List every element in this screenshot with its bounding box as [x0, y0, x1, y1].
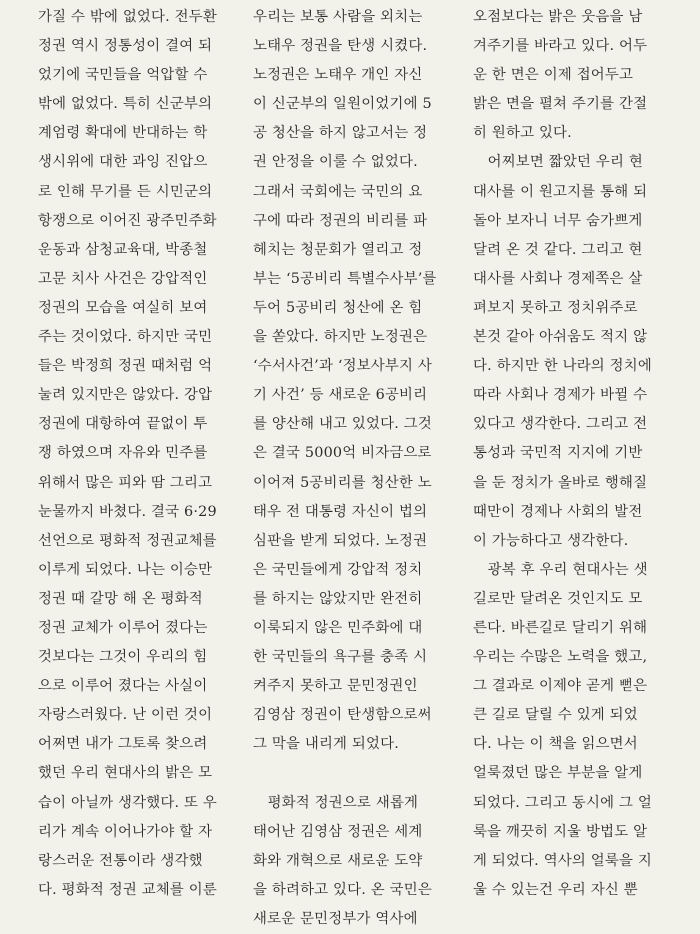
text-line: 이룩되지 않은 민주화에 대 [253, 619, 423, 636]
text-line: 따라 사회나 경제가 바뀔 수 [473, 387, 648, 404]
text-line: 화와 개혁으로 새로운 도약 [253, 852, 423, 869]
text-line: 게 되었다. 역사의 얼룩을 지 [473, 852, 652, 869]
text-line: 항쟁으로 이어진 광주민주화 [38, 212, 217, 229]
text-line: 로 인해 무기를 든 시민군의 [38, 183, 213, 200]
text-line: 펴보지 못하고 정치위주로 [473, 299, 638, 316]
text-line: 부는 ‘5공비리 특별수사부’를 [253, 270, 437, 287]
text-column-3 [473, 3, 673, 905]
text-line: 이루게 되었다. 나는 이승만 [38, 561, 213, 578]
text-line: 광복 후 우리 현대사는 샛 [473, 561, 648, 578]
text-line: 노태우 정권을 탄생 시켰다. [253, 38, 428, 55]
text-line: 이 신군부의 일원이었기에 5 [253, 96, 432, 113]
text-line: 헤치는 청문회가 열리고 정 [253, 241, 423, 258]
text-line: 우리는 수많은 노력을 했고, [473, 649, 648, 666]
text-line: 길로만 달려온 것인지도 모 [473, 590, 643, 607]
text-line: 히 원하고 있다. [473, 125, 572, 142]
text-line: 생시위에 대한 과잉 진압으 [38, 154, 208, 171]
text-line: 심판을 받게 되었다. 노정권 [253, 532, 428, 549]
text-line: 를 하지는 않았지만 완전히 [253, 590, 423, 607]
text-line: 가질 수 밖에 없었다. 전두환 [38, 9, 217, 25]
text-line: 그래서 국회에는 국민의 요 [253, 183, 423, 200]
text-line: 으로 이루어 졌다는 사실이 [38, 678, 208, 695]
text-line: 어쩌면 내가 그토록 찾으려 [38, 736, 208, 753]
text-line: 정권 교체가 이루어 졌다는 [38, 619, 208, 636]
text-line: ‘수서사건’과 ‘정보사부지 사 [253, 358, 432, 375]
text-line: 다. 하지만 한 나라의 정치에 [473, 358, 652, 375]
text-line: 달려 온 것 같다. 그리고 현 [473, 241, 643, 258]
text-line: 오점보다는 밝은 웃음을 남 [473, 9, 643, 25]
text-line: 노정권은 노태우 개인 자신 [253, 67, 423, 84]
text-line: 정권 역시 정통성이 결여 되 [38, 38, 213, 55]
text-line: 이어져 5공비리를 청산한 노 [253, 474, 432, 491]
text-line: 구에 따라 정권의 비리를 파 [253, 212, 428, 229]
text-line: 했던 우리 현대사의 밝은 모 [38, 765, 213, 782]
text-line: 본것 같아 아쉬움도 적지 않 [473, 329, 648, 346]
text-line: 기 사건’ 등 새로운 6공비리 [253, 387, 428, 404]
text-line: 를 양산해 내고 있었다. 그것 [253, 416, 432, 433]
text-line: 새로운 문민정부가 역사에 [253, 910, 418, 927]
text-line: 룩을 깨끗히 지울 방법도 알 [473, 823, 648, 840]
text-line: 통성과 국민적 지지에 기반 [473, 445, 643, 462]
text-line: 운 한 면은 이제 접어두고 [473, 67, 634, 84]
text-line: 평화적 정권으로 새롭게 [253, 794, 419, 811]
text-line: 정권 때 갈망 해 온 평화적 [38, 590, 203, 607]
text-line: 태우 전 대통령 자신이 법의 [253, 503, 428, 520]
text-line: 이 가능하다고 생각한다. [473, 532, 629, 549]
text-line: 것보다는 그것이 우리의 힘 [38, 649, 208, 666]
text-line: 리가 계속 이어나가야 할 자 [38, 823, 213, 840]
text-line: 어찌보면 짧았던 우리 현 [473, 154, 643, 171]
text-line: 들은 박정희 정권 때처럼 억 [38, 358, 213, 375]
text-line: 공 청산을 하지 않고서는 정 [253, 125, 428, 142]
text-line: 주는 것이었다. 하지만 국민 [38, 329, 213, 346]
text-line: 고문 치사 사건은 강압적인 [38, 270, 208, 287]
text-line: 밖에 없었다. 특히 신군부의 [38, 96, 213, 113]
text-line: 겨주기를 바라고 있다. 어두 [473, 38, 648, 55]
text-column-2 [253, 3, 453, 934]
text-line: 큰 길로 달릴 수 있게 되었 [473, 707, 638, 724]
text-line: 권 안정을 이룰 수 없었다. [253, 154, 418, 171]
text-line: 다. 평화적 정권 교체를 이룬 [38, 881, 217, 898]
text-line: 위해서 많은 피와 땀 그리고 [38, 474, 213, 491]
text-line: 선언으로 평화적 정권교체를 [38, 532, 217, 549]
text-line: 대사를 이 원고지를 통해 되 [473, 183, 648, 200]
text-column-1 [38, 3, 234, 905]
text-line: 울 수 있는건 우리 자신 뿐 [473, 881, 638, 898]
text-line: 있다고 생각한다. 그리고 전 [473, 416, 648, 433]
text-line: 자랑스러웠다. 난 이런 것이 [38, 707, 213, 724]
text-line: 때만이 경제나 사회의 발전 [473, 503, 643, 520]
text-line: 은 결국 5000억 비자금으로 [253, 445, 432, 462]
text-line: 습이 아닐까 생각했다. 또 우 [38, 794, 217, 811]
text-line: 돌아 보자니 너무 숨가쁘게 [473, 212, 643, 229]
text-line: 을 하려하고 있다. 온 국민은 [253, 881, 432, 898]
text-line: 쟁 하였으며 자유와 민주를 [38, 445, 208, 462]
text-line: 운동과 삼청교육대, 박종철 [38, 241, 208, 258]
text-line: 었기에 국민들을 억압할 수 [38, 67, 208, 84]
text-line: 밝은 면을 펼쳐 주기를 간절 [473, 96, 648, 113]
text-line: 얼룩졌던 많은 부분을 알게 [473, 765, 643, 782]
text-line: 을 쏟았다. 하지만 노정권은 [253, 329, 428, 346]
text-line: 태어난 김영삼 정권은 세계 [253, 823, 423, 840]
text-line: 정권의 모습을 여실히 보여 [38, 299, 208, 316]
text-line: 그 결과로 이제야 곧게 뻗은 [473, 678, 648, 695]
text-line: 을 둔 정치가 올바로 행해질 [473, 474, 648, 491]
text-line: 우리는 보통 사람을 외치는 [253, 9, 423, 25]
text-line: 김영삼 정권이 탄생함으로써 [253, 707, 432, 724]
text-line: 두어 5공비리 청산에 온 힘 [253, 299, 423, 316]
text-line: 랑스러운 전통이라 생각했 [38, 852, 203, 869]
text-line: 은 국민들에게 강압적 정치 [253, 561, 423, 578]
text-line: 대사를 사회나 경제쪽은 살 [473, 270, 643, 287]
text-line [253, 759, 453, 788]
text-line: 눌려 있지만은 않았다. 강압 [38, 387, 213, 404]
text-line: 되었다. 그리고 동시에 그 얼 [473, 794, 652, 811]
text-line: 른다. 바른길로 달리기 위해 [473, 619, 648, 636]
text-line: 계엄령 확대에 반대하는 학 [38, 125, 208, 142]
text-line: 정권에 대항하여 끝없이 투 [38, 416, 208, 433]
text-line: 눈물까지 바쳤다. 결국 6·29 [38, 503, 217, 520]
text-line: 켜주지 못하고 문민정권인 [253, 678, 418, 695]
text-line: 한 국민들의 욕구를 충족 시 [253, 649, 428, 666]
text-line: 다. 나는 이 책을 읽으면서 [473, 736, 638, 753]
text-line: 그 막을 내리게 되었다. [253, 736, 400, 753]
